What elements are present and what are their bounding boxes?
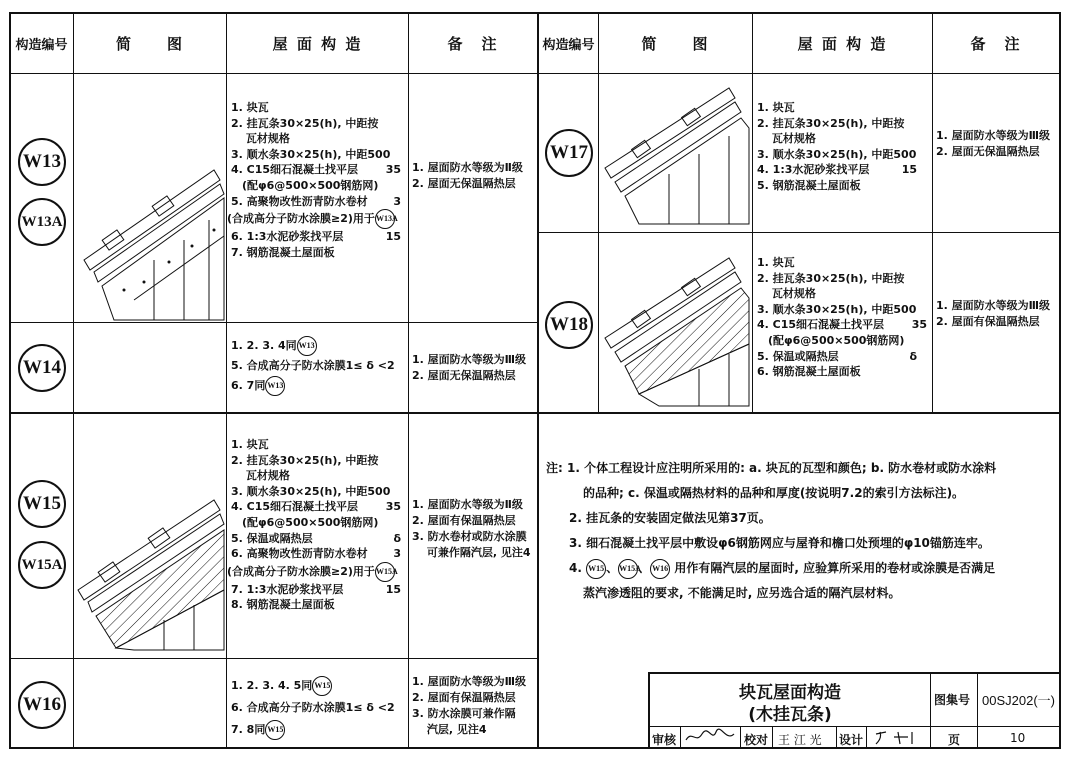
list-item: 6. 高聚物改性沥青防水卷材 3 [231,547,401,561]
header-remarks: 备 注 [447,35,499,53]
tb-sep-e [866,726,867,748]
remark-line: 2. 屋面有保温隔热层 [936,315,1040,328]
remark-line: 汽层, 见注4 [412,723,487,736]
list-item: (配φ6@500×500钢筋网) [231,178,379,192]
code-w14: W14 [18,344,66,392]
list-item: 1. 块瓦 [757,101,795,114]
header-code-right: 构造编号 [542,38,595,53]
header-diagram-right: 简 图 [641,35,710,53]
list-item: 1. 2. 3. 4同 W13 [231,336,401,356]
list-item: (合成高分子防水涂膜≥2)用于W15A [227,562,401,582]
titleblock-col2 [977,672,978,748]
list-item: 5. 合成高分子防水涂膜1≤ δ <2 [231,359,395,372]
remarks-w18 [936,298,1060,330]
code-w13: W13 [18,138,66,186]
list-item: (合成高分子防水涂膜≥2)用于W13A [227,209,401,229]
construction-list-w14 [231,336,401,396]
remark-line: 1. 屋面防水等级为Ⅲ级 [936,299,1051,312]
tb-sep-c [772,726,773,748]
remark-line: 1. 屋面防水等级为Ⅲ级 [936,129,1051,142]
list-item: 5. 保温或隔热层 δ [231,531,401,545]
list-item: 2. 挂瓦条30×25(h), 中距按 [757,116,905,130]
remark-line: 2. 屋面无保温隔热层 [412,177,516,190]
roof-diagram-w13 [74,150,226,330]
remarks-w14 [412,352,536,384]
header-construction-right: 屋 面 构 造 [797,35,888,53]
col-line-3 [408,12,409,749]
reviewer-signature [684,728,736,746]
remark-line: 2. 屋面有保温隔热层 [412,514,516,527]
titleblock-top [648,672,1061,674]
ref-w13: W13 [265,376,285,396]
remark-line: 2. 屋面无保温隔热层 [412,369,516,382]
tb-sep-b [740,726,741,748]
list-item: 3. 顺水条30×25(h), 中距500 [231,484,391,498]
remark-line: 2. 屋面有保温隔热层 [412,691,516,704]
list-item: 3. 顺水条30×25(h), 中距500 [757,302,917,316]
list-item: 1. 块瓦 [231,438,269,451]
drawing-subtitle: (木挂瓦条) [748,705,832,725]
construction-list-w13 [227,100,401,260]
check-label: 校对 [744,733,769,747]
list-item: 6. 7同 W13 [231,376,401,396]
checker-name: 王 江 光 [778,733,822,747]
code-w18: W18 [545,301,593,349]
page-label: 页 [948,733,961,747]
list-item: 瓦材规格 [231,469,290,483]
roof-diagram-w17 [599,74,752,230]
tb-sep-a [680,726,681,748]
construction-list-w16 [231,675,401,741]
atlas-label: 图集号 [934,693,971,707]
page-number: 10 [1010,731,1026,745]
remark-line: 3. 防水卷材或防水涂膜 [412,530,527,543]
ref-w15a: W15A [375,562,395,582]
note-1a: 注: 1. 个体工程设计应注明所采用的: a. 块瓦的瓦型和颜色; b. 防水卷材或防水涂料 [546,461,997,475]
remarks-w16 [412,674,536,738]
list-item: 1. 块瓦 [231,101,269,114]
list-item: 瓦材规格 [757,132,816,146]
ref-w15a: W15A [618,559,638,579]
list-item: 1. 2. 3. 4. 5同 W15 [231,675,401,697]
list-item: 6. 1:3水泥砂浆找平层 15 [231,230,401,244]
construction-list-w17 [757,100,927,194]
code-w17: W17 [545,129,593,177]
list-item: 3. 顺水条30×25(h), 中距500 [231,147,391,161]
list-item: 4. C15细石混凝土找平层 35 [757,318,927,332]
list-item: 瓦材规格 [231,132,290,146]
ref-w16: W16 [650,559,670,579]
design-label: 设计 [839,733,864,747]
list-item: 8. 钢筋混凝土屋面板 [231,598,335,612]
remarks-w15 [412,497,536,561]
list-item: 4. C15细石混凝土找平层 35 [231,163,401,177]
remark-line: 3. 防水涂膜可兼作隔 [412,707,516,720]
ref-w15: W15 [265,720,285,740]
roof-diagram-w18 [599,234,752,410]
remarks-w17 [936,128,1060,160]
list-item: 4. 1:3水泥砂浆找平层 15 [757,163,917,177]
list-item: 2. 挂瓦条30×25(h), 中距按 [231,116,379,130]
list-item: 3. 顺水条30×25(h), 中距500 [757,147,917,161]
header-code: 构造编号 [15,38,68,53]
remark-line: 1. 屋面防水等级为Ⅱ级 [412,498,523,511]
list-item: 5. 钢筋混凝土屋面板 [757,178,861,192]
tb-sep-d [836,726,837,748]
construction-list-w18 [757,255,927,380]
header-construction: 屋 面 构 造 [272,35,363,53]
note-4b: 蒸汽渗透阻的要求, 不能满足时, 应另选合适的隔汽层材料。 [583,586,901,600]
list-item: 6. 钢筋混凝土屋面板 [757,365,861,379]
code-w15: W15 [18,480,66,528]
remark-line: 1. 屋面防水等级为Ⅱ级 [412,161,523,174]
list-item: 7. 1:3水泥砂浆找平层 15 [231,582,401,596]
note-2: 2. 挂瓦条的安装固定做法见第37页。 [569,511,771,525]
list-item: (配φ6@500×500钢筋网) [757,333,905,347]
general-notes [546,456,996,606]
list-item: 7. 钢筋混凝土屋面板 [231,245,335,259]
remark-line: 2. 屋面无保温隔热层 [936,145,1040,158]
col-line-mid [537,12,539,749]
ref-w13a: W13A [375,209,395,229]
frame-right [1059,12,1061,749]
remark-line: 1. 屋面防水等级为Ⅲ级 [412,353,527,366]
titleblock-col1 [930,672,931,748]
list-item: 5. 保温或隔热层 δ [757,349,917,363]
titleblock-left [648,672,650,748]
header-divider [9,73,1061,74]
drawing-title: 块瓦屋面构造 [739,683,841,703]
list-item: 2. 挂瓦条30×25(h), 中距按 [231,453,379,467]
code-w15a: W15A [18,541,66,589]
roof-diagram-w15 [74,480,226,660]
titleblock-mid [648,726,1061,727]
list-item: 5. 高聚物改性沥青防水卷材 3 [231,194,401,208]
remark-line: 1. 屋面防水等级为Ⅲ级 [412,675,527,688]
frame-bottom [9,747,1061,749]
list-item: (配φ6@500×500钢筋网) [231,515,379,529]
code-w16: W16 [18,681,66,729]
list-item: 1. 块瓦 [757,256,795,269]
col-line-2 [226,12,227,749]
ref-w15: W15 [312,676,332,696]
list-item: 6. 合成高分子防水涂膜1≤ δ <2 [231,701,395,714]
code-w13a: W13A [18,198,66,246]
list-item: 4. C15细石混凝土找平层 35 [231,500,401,514]
designer-signature [872,728,922,746]
review-label: 审核 [652,733,677,747]
row-line-l2 [9,412,1061,414]
note-1b: 的品种; c. 保温或隔热材料的品种和厚度(按说明7.2的索引方法标注)。 [583,486,965,500]
list-item: 2. 挂瓦条30×25(h), 中距按 [757,271,905,285]
construction-list-w15 [227,437,401,613]
ref-w15: W15 [586,559,606,579]
list-item: 7. 8同 W15 [231,719,401,741]
header-remarks-right: 备 注 [970,35,1022,53]
row-line-r1 [538,232,1061,233]
remarks-w13 [412,160,536,192]
note-3: 3. 细石混凝土找平层中敷设φ6钢筋网应与屋脊和檐口处预埋的φ10锚筋连牢。 [569,536,990,550]
ref-w13: W13 [297,336,317,356]
atlas-number: 00SJ202(一) [982,693,1055,708]
note-4a: 4. W15 、W15A、 W16 用作有隔汽层的屋面时, 应验算所采用的卷材或涂膜是否满足 [546,556,996,581]
remark-line: 可兼作隔汽层, 见注4 [412,546,531,559]
header-diagram: 简 图 [115,35,184,53]
list-item: 瓦材规格 [757,287,816,301]
frame-left [9,12,11,749]
